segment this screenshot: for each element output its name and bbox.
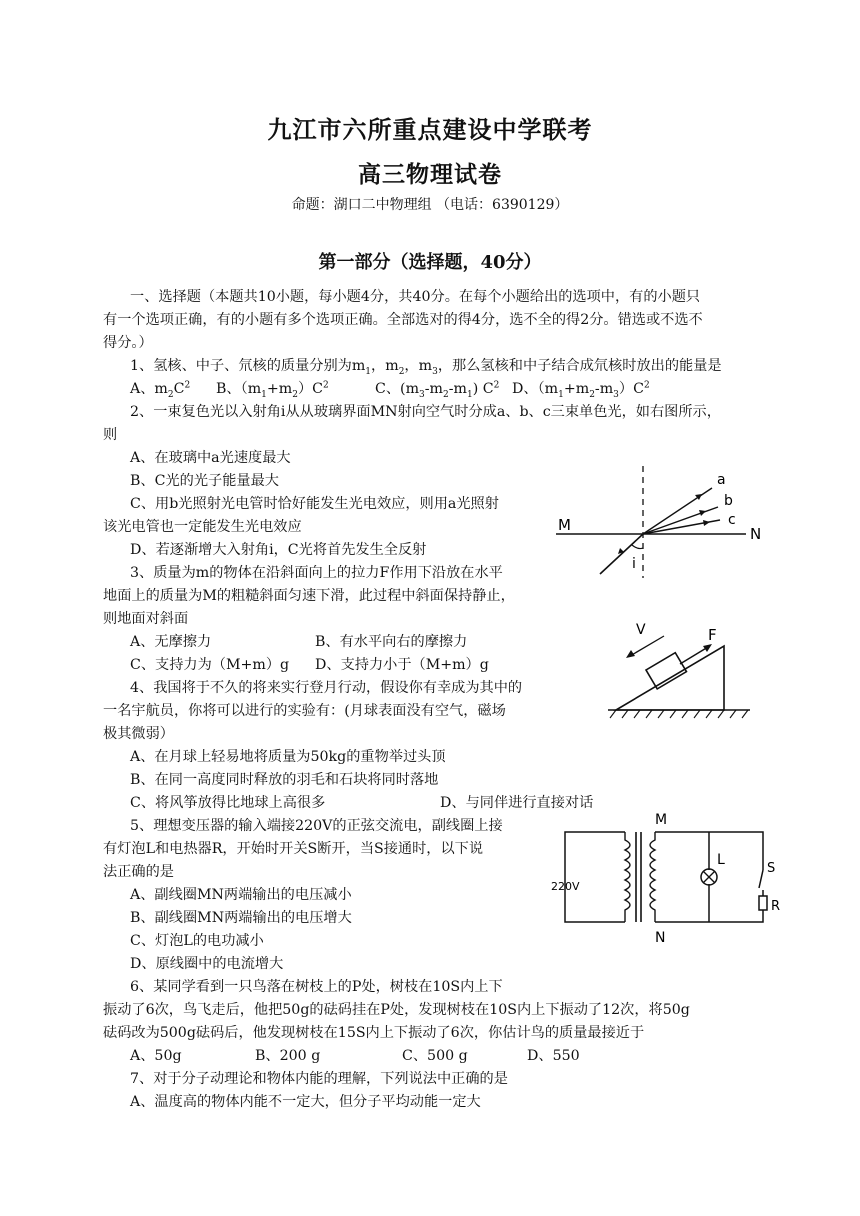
q4-option-b: B、在同一高度同时释放的羽毛和石块将同时落地 bbox=[130, 772, 439, 788]
q7-stem: 7、对于分子动理论和物体内能的理解，下列说法中正确的是 bbox=[130, 1071, 508, 1087]
q3-stem-line-1: 3、质量为m的物体在沿斜面向上的拉力F作用下沿放在水平 bbox=[130, 565, 503, 581]
instructions-line-2: 有一个选项正确，有的小题有多个选项正确。全部选对的得4分，选不全的得2分。错选或不选不 bbox=[103, 312, 703, 328]
instructions-line-1: 一、选择题（本题共10小题，每小题4分，共40分。在每个小题给出的选项中，有的小题只 bbox=[130, 289, 701, 305]
q4-stem-line-1: 4、我国将于不久的将来实行登月行动，假设你有幸成为其中的 bbox=[130, 680, 523, 696]
q6-option-b: B、200 g bbox=[255, 1048, 321, 1064]
q5-option-d: D、原线圈中的电流增大 bbox=[130, 956, 284, 972]
q1-stem: 1、氢核、中子、氘核的质量分别为$m_1$，$m_2$，$m_3$，那么氢核和中子结合成氘核时放出的能量是 bbox=[130, 358, 722, 377]
q4-option-a: A、在月球上轻易地将质量为50kg的重物举过头顶 bbox=[130, 749, 446, 765]
label-b: b bbox=[724, 493, 733, 509]
label-m: M bbox=[558, 516, 571, 534]
label-i: i bbox=[632, 556, 636, 572]
q3-option-d: D、支持力小于（M+m）g bbox=[315, 657, 489, 673]
q2-option-c-line-1: C、用b光照射光电管时恰好能发生光电效应，则用a光照射 bbox=[130, 496, 499, 512]
q2-stem-line-2: 则 bbox=[103, 427, 118, 443]
q5-option-a: A、副线圈MN两端输出的电压减小 bbox=[130, 887, 352, 903]
exam-subtitle: 高三物理试卷 bbox=[358, 161, 502, 188]
q2-stem-line-1: 2、一束复色光以入射角i从从玻璃界面MN射向空气时分成a、b、c三束单色光，如右图所示， bbox=[130, 404, 721, 420]
force-f-head bbox=[703, 644, 712, 652]
q1-option-d: D、$(m_1+m_2-m_3)C^2$ bbox=[512, 380, 650, 400]
label-r: R bbox=[771, 899, 781, 914]
force-f-arrow bbox=[680, 647, 708, 664]
incline-figure bbox=[600, 618, 760, 726]
resistor-r bbox=[759, 896, 767, 910]
exam-author: 命题：湖口二中物理组 （电话：6390129） bbox=[291, 197, 569, 213]
exam-title: 九江市六所重点建设中学联考 bbox=[267, 115, 593, 144]
q7-option-a: A、温度高的物体内能不一定大，但分子平均动能一定大 bbox=[130, 1094, 481, 1110]
q3-option-b: B、有水平向右的摩擦力 bbox=[315, 634, 468, 650]
q1-option-b: B、$(m_1+m_2)C^2$ bbox=[216, 380, 329, 400]
primary-coil bbox=[625, 832, 630, 922]
ray-b-arrow bbox=[699, 510, 706, 516]
q3-option-a: A、无摩擦力 bbox=[130, 634, 212, 650]
label-n: N bbox=[750, 525, 762, 543]
q5-option-b: B、副线圈MN两端输出的电压增大 bbox=[130, 910, 352, 926]
q4-stem-line-2: 一名宇航员，你将可以进行的实验有：(月球表面没有空气，磁场 bbox=[103, 703, 506, 719]
ray-b bbox=[643, 507, 718, 534]
label-c: c bbox=[728, 512, 736, 528]
label-m: M bbox=[655, 812, 668, 828]
q6-stem-line-1: 6、某同学看到一只鸟落在树枝上的P处，树枝在10S内上下 bbox=[130, 979, 503, 995]
label-a: a bbox=[717, 472, 726, 488]
velocity-arrow bbox=[630, 636, 664, 656]
label-220v: 220V bbox=[551, 880, 580, 893]
section-title: 第一部分（选择题，40分） bbox=[318, 252, 542, 273]
q5-stem-line-1: 5、理想变压器的输入端接220V的正弦交流电，副线圈上接 bbox=[130, 818, 503, 834]
q3-stem-line-2: 地面上的质量为M的粗糙斜面匀速下滑，此过程中斜面保持静止， bbox=[103, 588, 515, 604]
q5-stem-line-2: 有灯泡L和电热器R，开始时开关S断开，当S接通时，以下说 bbox=[103, 841, 484, 857]
q6-stem-line-2: 振动了6次，鸟飞走后，他把50g的砝码挂在P处，发现树枝在10S内上下振动了12次，将50g bbox=[103, 1002, 690, 1018]
ground-hatching bbox=[610, 710, 748, 718]
q4-option-c: C、将风筝放得比地球上高很多 bbox=[130, 795, 326, 811]
q6-option-c: C、500 g bbox=[402, 1048, 468, 1064]
instructions-line-3: 得分。） bbox=[103, 335, 153, 351]
q5-option-c: C、灯泡L的电功减小 bbox=[130, 933, 264, 949]
q3-stem-line-3: 则地面对斜面 bbox=[103, 611, 189, 627]
primary-circuit bbox=[565, 832, 625, 922]
q4-option-d: D、与同伴进行直接对话 bbox=[440, 795, 594, 811]
q2-option-d: D、若逐渐增大入射角i，C光将首先发生全反射 bbox=[130, 542, 427, 558]
q1-option-a: A、$m_2C^2$ bbox=[130, 380, 191, 400]
q2-option-b: B、C光的光子能量最大 bbox=[130, 473, 279, 489]
refraction-figure bbox=[552, 462, 782, 580]
transformer-figure bbox=[545, 810, 785, 950]
secondary-coil bbox=[650, 832, 655, 922]
velocity-head bbox=[626, 650, 635, 658]
q3-option-c: C、支持力为（M+m）g bbox=[130, 657, 290, 673]
label-n: N bbox=[655, 930, 666, 946]
block bbox=[646, 653, 686, 689]
label-f: F bbox=[708, 626, 717, 644]
q6-option-d: D、550 bbox=[527, 1048, 580, 1064]
q5-stem-line-3: 法正确的是 bbox=[103, 864, 174, 880]
q4-stem-line-3: 极其微弱） bbox=[103, 726, 174, 742]
angle-arc bbox=[632, 545, 643, 549]
q1-option-c: C、$(m_3-m_2-m_1)$ $C^2$ bbox=[375, 380, 500, 400]
q6-stem-line-3: 砝码改为500g砝码后，他发现树枝在15S内上下振动了6次，你估计鸟的质量最接近于 bbox=[103, 1025, 645, 1041]
q2-option-c-line-2: 该光电管也一定能发生光电效应 bbox=[103, 519, 302, 535]
q6-option-a: A、50g bbox=[130, 1048, 182, 1064]
incident-ray bbox=[600, 534, 643, 574]
label-v: V bbox=[636, 622, 646, 638]
ray-c-arrow bbox=[703, 520, 710, 526]
switch-s bbox=[759, 870, 763, 888]
label-s: S bbox=[767, 861, 776, 876]
q2-option-a: A、在玻璃中a光速度最大 bbox=[130, 450, 291, 466]
label-l: L bbox=[717, 852, 725, 868]
